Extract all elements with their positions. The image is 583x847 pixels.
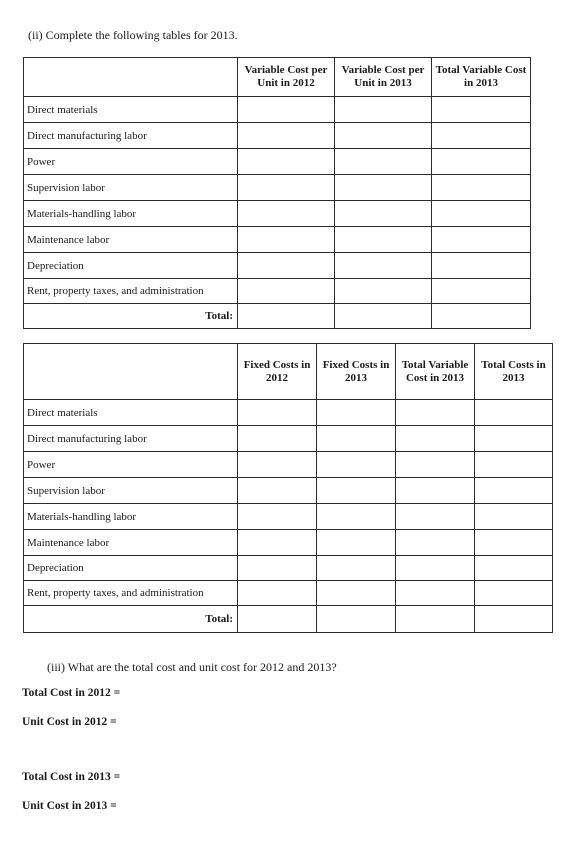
total-label: Total: <box>24 304 238 329</box>
variable-cost-table <box>23 57 531 329</box>
table-row <box>24 504 553 530</box>
input-cell[interactable] <box>432 304 531 329</box>
input-cell[interactable] <box>475 530 553 556</box>
row-label: Depreciation <box>24 556 238 581</box>
input-cell[interactable] <box>317 504 396 530</box>
input-cell[interactable] <box>396 530 475 556</box>
row-label: Direct materials <box>24 400 238 426</box>
table-row <box>24 478 553 504</box>
input-cell[interactable] <box>335 123 432 149</box>
input-cell[interactable] <box>335 279 432 304</box>
input-cell[interactable] <box>432 149 531 175</box>
table-row <box>24 279 531 304</box>
header-cell-blank <box>24 58 238 97</box>
fixed-cost-table <box>23 343 553 633</box>
input-cell[interactable] <box>396 581 475 606</box>
input-cell[interactable] <box>335 97 432 123</box>
header-variable-cost-2013: Variable Cost per Unit in 2013 <box>335 58 432 97</box>
part-iii-prompt: (iii) What are the total cost and unit cost for 2012 and 2013? <box>47 660 337 674</box>
input-cell[interactable] <box>238 253 335 279</box>
input-cell[interactable] <box>475 606 553 633</box>
row-label: Supervision labor <box>24 175 238 201</box>
input-cell[interactable] <box>238 201 335 227</box>
input-cell[interactable] <box>238 227 335 253</box>
table-row <box>24 253 531 279</box>
table-row <box>24 149 531 175</box>
unit-cost-2013-label: Unit Cost in 2013 = <box>22 800 117 812</box>
input-cell[interactable] <box>335 304 432 329</box>
total-cost-2013-label: Total Cost in 2013 = <box>22 771 121 783</box>
table-header-row <box>24 344 553 400</box>
input-cell[interactable] <box>396 606 475 633</box>
header-cell-blank <box>24 344 238 400</box>
header-total-variable-cost-2013: Total Variable Cost in 2013 <box>432 58 531 97</box>
unit-cost-2012-label: Unit Cost in 2012 = <box>22 716 117 728</box>
row-label: Direct manufacturing labor <box>24 123 238 149</box>
input-cell[interactable] <box>238 426 317 452</box>
input-cell[interactable] <box>335 227 432 253</box>
input-cell[interactable] <box>432 253 531 279</box>
table-row <box>24 556 553 581</box>
input-cell[interactable] <box>396 452 475 478</box>
header-fixed-costs-2013: Fixed Costs in 2013 <box>317 344 396 400</box>
table-row <box>24 426 553 452</box>
row-label: Maintenance labor <box>24 227 238 253</box>
input-cell[interactable] <box>396 504 475 530</box>
header-fixed-costs-2012: Fixed Costs in 2012 <box>238 344 317 400</box>
table-row <box>24 452 553 478</box>
input-cell[interactable] <box>238 581 317 606</box>
input-cell[interactable] <box>317 606 396 633</box>
input-cell[interactable] <box>335 201 432 227</box>
total-row <box>24 304 531 329</box>
table-row <box>24 530 553 556</box>
input-cell[interactable] <box>238 556 317 581</box>
input-cell[interactable] <box>238 530 317 556</box>
input-cell[interactable] <box>238 175 335 201</box>
table-row <box>24 123 531 149</box>
input-cell[interactable] <box>432 201 531 227</box>
input-cell[interactable] <box>432 97 531 123</box>
total-row <box>24 606 553 633</box>
table-row <box>24 227 531 253</box>
input-cell[interactable] <box>475 504 553 530</box>
input-cell[interactable] <box>475 581 553 606</box>
input-cell[interactable] <box>317 426 396 452</box>
input-cell[interactable] <box>432 279 531 304</box>
row-label: Maintenance labor <box>24 530 238 556</box>
row-label: Rent, property taxes, and administration <box>24 581 238 606</box>
input-cell[interactable] <box>238 478 317 504</box>
input-cell[interactable] <box>317 581 396 606</box>
header-total-variable-cost-2013: Total Variable Cost in 2013 <box>396 344 475 400</box>
input-cell[interactable] <box>475 478 553 504</box>
table-row <box>24 97 531 123</box>
input-cell[interactable] <box>335 253 432 279</box>
input-cell[interactable] <box>317 556 396 581</box>
row-label: Materials-handling labor <box>24 201 238 227</box>
input-cell[interactable] <box>238 304 335 329</box>
total-label: Total: <box>24 606 238 633</box>
row-label: Power <box>24 149 238 175</box>
table-row <box>24 400 553 426</box>
row-label: Materials-handling labor <box>24 504 238 530</box>
input-cell[interactable] <box>317 530 396 556</box>
part-ii-prompt: (ii) Complete the following tables for 2013. <box>28 28 238 42</box>
input-cell[interactable] <box>335 175 432 201</box>
row-label: Direct materials <box>24 97 238 123</box>
input-cell[interactable] <box>335 149 432 175</box>
input-cell[interactable] <box>238 452 317 478</box>
input-cell[interactable] <box>432 227 531 253</box>
table-row <box>24 581 553 606</box>
input-cell[interactable] <box>238 123 335 149</box>
input-cell[interactable] <box>238 149 335 175</box>
input-cell[interactable] <box>238 279 335 304</box>
row-label: Depreciation <box>24 253 238 279</box>
input-cell[interactable] <box>475 556 553 581</box>
input-cell[interactable] <box>238 606 317 633</box>
input-cell[interactable] <box>475 426 553 452</box>
row-label: Supervision labor <box>24 478 238 504</box>
table-header-row <box>24 58 531 97</box>
row-label: Rent, property taxes, and administration <box>24 279 238 304</box>
input-cell[interactable] <box>432 175 531 201</box>
input-cell[interactable] <box>475 452 553 478</box>
input-cell[interactable] <box>475 400 553 426</box>
input-cell[interactable] <box>317 478 396 504</box>
table-row <box>24 175 531 201</box>
row-label: Power <box>24 452 238 478</box>
row-label: Direct manufacturing labor <box>24 426 238 452</box>
input-cell[interactable] <box>396 556 475 581</box>
input-cell[interactable] <box>238 97 335 123</box>
input-cell[interactable] <box>396 478 475 504</box>
input-cell[interactable] <box>432 123 531 149</box>
input-cell[interactable] <box>396 400 475 426</box>
header-variable-cost-2012: Variable Cost per Unit in 2012 <box>238 58 335 97</box>
input-cell[interactable] <box>317 452 396 478</box>
total-cost-2012-label: Total Cost in 2012 = <box>22 687 121 699</box>
input-cell[interactable] <box>238 400 317 426</box>
input-cell[interactable] <box>317 400 396 426</box>
input-cell[interactable] <box>396 426 475 452</box>
table-row <box>24 201 531 227</box>
header-total-costs-2013: Total Costs in 2013 <box>475 344 553 400</box>
input-cell[interactable] <box>238 504 317 530</box>
